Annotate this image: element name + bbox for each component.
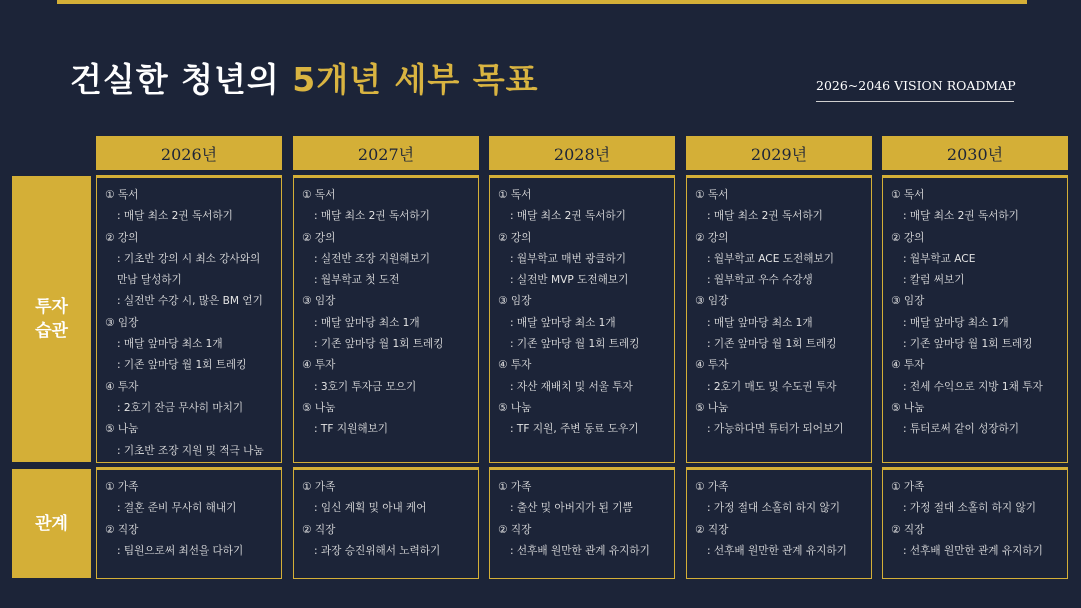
relations-line: ① 가족 [105, 481, 139, 493]
habits-line: : 2호기 매도 및 수도권 투자 [707, 380, 837, 393]
habits-line: : 기존 앞마당 월 1회 트레킹 [314, 338, 444, 351]
row-label-habits [12, 176, 91, 462]
habits-line: : 실전반 조장 지원해보기 [314, 252, 431, 265]
habits-line: : TF 지원해보기 [314, 423, 389, 436]
habits-line: : 월부학교 ACE 도전해보기 [707, 252, 834, 265]
habits-line: : TF 지원, 주변 동료 도우기 [510, 423, 639, 436]
habits-line: : 매달 앞마당 최소 1개 [314, 316, 420, 329]
relations-line: : 출산 및 아버지가 된 기쁨 [510, 502, 633, 515]
habits-line: ① 독서 [891, 189, 925, 201]
habits-line: : 기존 앞마당 월 1회 트레킹 [510, 338, 640, 351]
relations-line: ② 직장 [498, 523, 532, 536]
relations-line: : 팀원으로써 최선을 다하기 [117, 544, 244, 557]
habits-line: : 기초반 강의 시 최소 강사와의 [117, 252, 261, 265]
habits-line: ③ 임장 [105, 316, 139, 329]
row-label-relations-text: 관계 [35, 513, 68, 534]
habits-line: : 3호기 투자금 모으기 [314, 380, 417, 393]
habits-line: ① 독서 [302, 189, 336, 201]
habits-line: ① 독서 [105, 189, 139, 201]
relations-line: : 임신 계획 및 아내 케어 [314, 502, 427, 515]
relations-cell-0 [96, 467, 282, 579]
relations-line: : 가정 절대 소홀히 하지 않기 [903, 502, 1036, 515]
habits-line: ② 강의 [891, 231, 925, 244]
subtitle-underline [816, 101, 1014, 102]
habits-line: : 월부학교 매번 광클하기 [510, 252, 627, 265]
habits-line: : 기존 앞마당 월 1회 트레킹 [707, 338, 837, 351]
habits-line: ④ 투자 [498, 359, 532, 372]
habits-line: : 매달 최소 2권 독서하기 [314, 210, 430, 223]
row-label-habits-text: 투자 습관 [35, 297, 68, 341]
row-label-relations [12, 469, 91, 578]
habits-line: : 실전반 MVP 도전해보기 [510, 274, 629, 287]
habits-line: ② 강의 [498, 231, 532, 244]
habits-line: : 매달 앞마당 최소 1개 [117, 338, 223, 351]
habits-line: ⑤ 나눔 [302, 401, 336, 414]
page-title [70, 54, 538, 101]
relations-cell-3 [686, 467, 872, 579]
habits-line: ③ 임장 [498, 295, 532, 308]
relations-cell-2 [489, 467, 675, 579]
habits-line: : 월부학교 첫 도전 [314, 274, 400, 287]
year-header-4: 2030년 [882, 136, 1068, 170]
relations-line: ② 직장 [891, 523, 925, 536]
year-header-3: 2029년 [686, 136, 872, 170]
relations-line: : 과장 승진위해서 노력하기 [314, 544, 441, 557]
habits-line: : 2호기 잔금 무사히 마치기 [117, 401, 244, 414]
habits-line: 만남 달성하기 [117, 274, 182, 287]
habits-line: : 매달 앞마당 최소 1개 [707, 316, 813, 329]
habits-cell-3 [686, 175, 872, 463]
top-accent-bar [57, 0, 1027, 4]
title-main: 건실한 청년의 [70, 60, 293, 99]
habits-line: : 매달 앞마당 최소 1개 [510, 316, 616, 329]
habits-line: : 가능하다면 튜터가 되어보기 [707, 423, 844, 436]
year-header-1: 2027년 [293, 136, 479, 170]
habits-cell-1 [293, 175, 479, 463]
habits-line: : 전세 수익으로 지방 1채 투자 [903, 380, 1043, 393]
relations-line: : 선후배 원만한 관계 유지하기 [510, 544, 650, 557]
relations-line: : 결혼 준비 무사히 해내기 [117, 502, 237, 515]
habits-line: ③ 임장 [695, 295, 729, 308]
habits-cell-0 [96, 175, 282, 463]
habits-line: ⑤ 나눔 [695, 401, 729, 414]
habits-line: ① 독서 [498, 189, 532, 201]
habits-line: : 매달 앞마당 최소 1개 [903, 316, 1009, 329]
relations-line: ① 가족 [695, 481, 729, 493]
year-header-2: 2028년 [489, 136, 675, 170]
relations-line: ② 직장 [105, 523, 139, 536]
relations-cell-1 [293, 467, 479, 579]
habits-line: : 기초반 조장 지원 및 적극 나눔 [117, 444, 264, 457]
habits-line: : 매달 최소 2권 독서하기 [707, 210, 823, 223]
relations-cell-4 [882, 467, 1068, 579]
habits-cell-4 [882, 175, 1068, 463]
relations-line: ② 직장 [695, 523, 729, 536]
relations-line: : 가정 절대 소홀히 하지 않기 [707, 502, 840, 515]
habits-line: ② 강의 [105, 231, 139, 244]
habits-line: : 매달 최소 2권 독서하기 [903, 210, 1019, 223]
relations-line: ① 가족 [302, 481, 336, 493]
habits-line: : 기존 앞마당 월 1회 트레킹 [903, 338, 1033, 351]
habits-cell-2 [489, 175, 675, 463]
habits-line: : 튜터로써 같이 성장하기 [903, 423, 1020, 436]
roadmap-subtitle: 2026~2046 VISION ROADMAP [816, 78, 1016, 93]
habits-line: ③ 임장 [891, 295, 925, 308]
habits-line: ⑤ 나눔 [498, 401, 532, 414]
habits-line: ③ 임장 [302, 295, 336, 308]
habits-line: ④ 투자 [891, 359, 925, 372]
relations-line: ① 가족 [891, 481, 925, 493]
habits-line: ④ 투자 [302, 359, 336, 372]
title-accent: 5개년 세부 목표 [292, 60, 539, 99]
habits-line: ① 독서 [695, 189, 729, 201]
habits-line: : 칼럼 써보기 [903, 274, 965, 287]
habits-line: ② 강의 [695, 231, 729, 244]
relations-line: : 선후배 원만한 관계 유지하기 [903, 544, 1043, 557]
habits-line: ⑤ 나눔 [105, 423, 139, 436]
habits-line: : 실전반 수강 시, 많은 BM 얻기 [117, 295, 263, 308]
habits-line: : 월부학교 ACE [903, 252, 976, 265]
relations-line: : 선후배 원만한 관계 유지하기 [707, 544, 847, 557]
year-header-0: 2026년 [96, 136, 282, 170]
habits-line: : 기존 앞마당 월 1회 트레킹 [117, 359, 247, 372]
habits-line: : 매달 최소 2권 독서하기 [510, 210, 626, 223]
habits-line: ② 강의 [302, 231, 336, 244]
habits-line: : 자산 재배치 및 서울 투자 [510, 380, 633, 393]
relations-line: ② 직장 [302, 523, 336, 536]
habits-line: ④ 투자 [105, 380, 139, 393]
relations-line: ① 가족 [498, 481, 532, 493]
habits-line: : 월부학교 우수 수강생 [707, 274, 813, 287]
habits-line: : 매달 최소 2권 독서하기 [117, 210, 233, 223]
habits-line: ④ 투자 [695, 359, 729, 372]
habits-line: ⑤ 나눔 [891, 401, 925, 414]
